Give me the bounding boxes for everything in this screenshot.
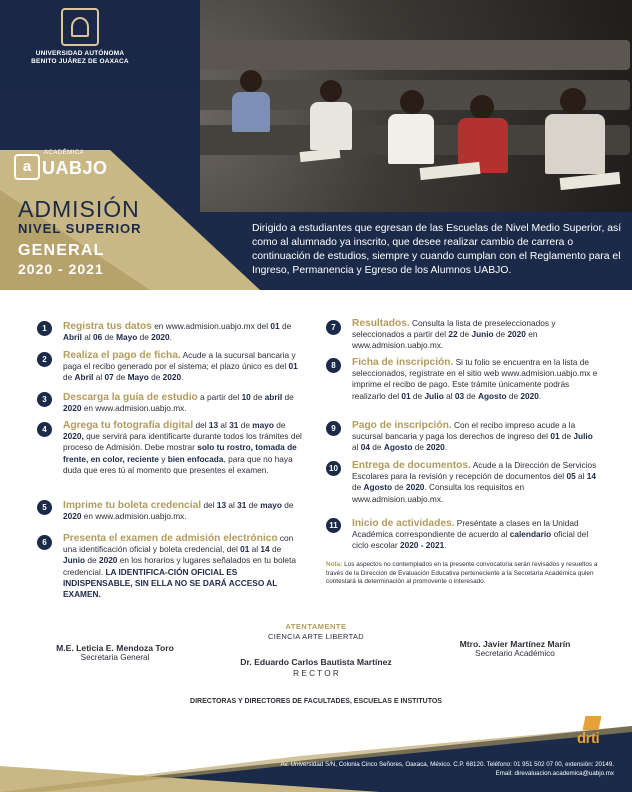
footer-email: Email: direvaluacion.academica@uabjo.mx	[495, 770, 614, 777]
step-text: de	[250, 392, 265, 402]
step-number: 4	[37, 422, 52, 437]
step-title: Descarga la guía de estudio	[63, 392, 198, 403]
step-number: 7	[326, 320, 341, 335]
step-2	[63, 350, 303, 384]
step-text: al	[352, 442, 361, 453]
step-text: en los horarios y lugares señalados en tu boleta credencial.	[63, 555, 296, 577]
step-title: Realiza el pago de ficha.	[63, 350, 181, 361]
step-date: 2020	[98, 555, 118, 566]
step-title: Presenta el examen de admisión electrónico	[63, 533, 278, 544]
step-title: Inicio de actividades.	[352, 518, 455, 529]
signer-name: Dr. Eduardo Carlos Bautista Martínez	[240, 657, 392, 667]
step-date: 31	[229, 420, 239, 430]
intro-paragraph: Dirigido a estudiantes que egresan de las Escuelas de Nivel Medio Superior, así como al alumnado ya inscrito, que desee realizar cambio de carrera o continuación de estudios, siempre y cuando cumplan con el Reglamento para el Ingreso, Permanencia y Egreso de los Alumnos UABJO.	[252, 223, 622, 276]
step-text: .	[444, 442, 448, 453]
step-number: 9	[326, 421, 341, 436]
step-8	[352, 357, 598, 402]
step-date: 10	[241, 392, 251, 402]
academica-tag: ACADÉMICA	[44, 150, 85, 156]
step-date: 2020	[151, 332, 170, 343]
step-date: 06	[92, 332, 103, 343]
step-text: de	[281, 500, 294, 510]
step-date: Mayo	[116, 332, 138, 343]
step-number: 10	[326, 461, 341, 476]
step-4	[63, 420, 303, 476]
step-text: al	[218, 420, 230, 430]
signer-role: R E C T O R	[293, 669, 339, 678]
step-date: abril	[264, 392, 283, 402]
step-date: Agosto	[477, 390, 507, 401]
title-admision: ADMISIÓN	[18, 196, 140, 222]
step-date: mayo	[252, 420, 274, 430]
step-date: Julio	[573, 431, 593, 442]
step-text: al	[226, 500, 238, 510]
step-date: Junio	[63, 555, 86, 566]
step-text: .	[538, 390, 542, 401]
step-text: de	[493, 329, 508, 340]
step-text: de	[85, 555, 99, 566]
step-text: Preséntate a clases en la Unidad Académica correspondiente de acuerdo al	[352, 518, 579, 540]
step-text: de	[279, 321, 292, 331]
step-date: 01	[240, 544, 250, 555]
step-text: de	[412, 442, 427, 453]
title-nivel-superior: NIVEL SUPERIOR	[18, 221, 142, 236]
step-6	[63, 533, 303, 600]
step-number: 3	[37, 392, 52, 407]
step-date: 01	[270, 321, 280, 331]
step-date: 2020	[63, 511, 82, 522]
university-seal-icon	[61, 8, 99, 46]
step-date: 2020	[507, 329, 526, 340]
step-text: que servirá para identificarte durante todos los trámites del proceso de Admisión. Debe mostrar	[63, 431, 302, 453]
addressees-line: DIRECTORAS Y DIRECTORES DE FACULTADES, ESCUELAS E INSTITUTOS	[190, 698, 442, 705]
title-general: GENERAL	[18, 242, 105, 259]
step-number: 6	[37, 535, 52, 550]
step-text: en www.admision.uabjo.mx.	[81, 403, 187, 414]
step-text: al	[249, 544, 261, 555]
step-emphasis: calendario	[509, 529, 552, 540]
step-3	[63, 392, 303, 414]
step-text: .	[181, 372, 184, 383]
step-title: Pago de inscripción.	[352, 420, 452, 431]
step-text: Acude a la sucursal bancaria y paga el recibo generado por el sistema; el plazo único es del	[63, 350, 296, 372]
academica-badge: a	[14, 154, 40, 180]
step-text: de	[63, 372, 75, 383]
step-5	[63, 500, 303, 522]
step-date: 2020 - 2021	[399, 540, 445, 551]
step-title: Ficha de inscripción.	[352, 357, 454, 368]
note-paragraph	[326, 561, 602, 587]
step-date: 03	[454, 390, 465, 401]
step-date: Agosto	[383, 442, 413, 453]
step-text: de	[102, 332, 117, 343]
note-label: Nota:	[326, 561, 343, 568]
step-1	[63, 321, 303, 343]
title-years: 2020 - 2021	[18, 261, 104, 277]
step-text: de	[392, 482, 406, 493]
step-text: de	[410, 390, 425, 401]
step-date: 14	[260, 544, 270, 555]
step-text: al	[443, 390, 455, 401]
step-9	[352, 420, 598, 454]
step-text: Con el recibo impreso acude a la sucursal bancaria y paga los derechos de ingreso del	[352, 420, 576, 442]
signer-name: M.E. Leticia E. Mendoza Toro	[56, 643, 174, 653]
footer-shape	[0, 706, 632, 792]
step-emphasis: solo tu rostro, tomada de frente, en color, reciente	[63, 442, 297, 464]
step-10	[352, 460, 598, 505]
footer-address: Av. Universidad S/N, Colonia Cinco Señores, Oaxaca, México. C.P. 68120. Teléfono: 01 951 502 07 00, extensión: 20149.	[280, 761, 614, 768]
signature-center	[206, 657, 426, 678]
step-number: 8	[326, 358, 341, 373]
step-date: Agosto	[363, 482, 393, 493]
step-emphasis: bien enfocada	[167, 453, 224, 464]
university-name-line2: BENITO JUÁREZ DE OAXACA	[31, 58, 129, 65]
step-date: Abril	[63, 332, 82, 343]
drti-logo	[574, 716, 614, 748]
signer-name: Mtro. Javier Martínez Marín	[459, 639, 571, 649]
step-text: de	[113, 372, 128, 383]
step-text: a partir del	[197, 392, 242, 402]
step-title: Agrega tu fotografía digital	[63, 420, 194, 431]
step-text: de	[238, 420, 253, 430]
step-text: oficial del ciclo escolar	[352, 529, 589, 551]
step-date: Junio	[471, 329, 494, 340]
note-text: Los aspectos no contemplados en la presente convocatoria serán revisados y resueltos a través de la Dirección de Evaluación Educativa perteneciente a la Secretaría Académica quien contestará la determinación al promovente o interesado.	[326, 561, 598, 586]
motto: CIENCIA ARTE LIBERTAD	[268, 632, 364, 641]
step-text: .	[444, 540, 447, 551]
step-date: 07	[104, 372, 114, 383]
step-text: en www.admision.uabjo.mx del	[151, 321, 271, 331]
footer-contact	[280, 760, 614, 778]
step-date: 05	[566, 471, 576, 482]
step-date: 2020	[63, 403, 82, 414]
step-title: Resultados.	[352, 318, 410, 329]
step-date: 31	[237, 500, 247, 510]
step-date: 2020,	[63, 431, 84, 442]
step-text: de	[457, 329, 472, 340]
academica-word: UABJO	[42, 158, 108, 178]
step-7	[352, 318, 598, 352]
drti-mark-icon	[583, 716, 602, 730]
signature-right	[420, 639, 610, 658]
academica-logo	[12, 148, 112, 182]
step-title: Imprime tu boleta credencial	[63, 500, 202, 511]
step-date: mayo	[260, 500, 282, 510]
step-text: de	[352, 482, 364, 493]
atentamente-label: ATENTAMENTE	[285, 622, 347, 631]
signer-role: Secretaria General	[80, 653, 150, 662]
step-text: del	[193, 420, 209, 430]
step-date: 22	[448, 329, 458, 340]
step-text: de	[148, 372, 163, 383]
step-text: Acude a la Dirección de Servicios Escolares para la revisión y recepción de documentos del	[352, 460, 597, 482]
signature-left	[20, 643, 210, 662]
step-date: 04	[360, 442, 370, 453]
step-date: 2020	[520, 390, 539, 401]
step-date: 2020	[162, 372, 182, 383]
step-text: y	[158, 453, 168, 464]
step-text: de	[370, 442, 384, 453]
step-date: 01	[401, 390, 411, 401]
step-warning: LA IDENTIFICA-CIÓN OFICIAL ES INDISPENSABLE, SIN ELLA NO SE DARÁ ACCESO AL EXAMEN.	[63, 566, 278, 600]
step-text: Si tu folio se encuentra en la lista de seleccionados, regístrate en el sitio web www.admision.uabjo.mx e imprime el recibo de pago. Este trámite únicamente podrás realizarlo del	[352, 357, 598, 401]
step-text: en www.admision.uabjo.mx.	[81, 511, 187, 522]
step-text: , para que no haya duda que eres tú al momento que presentes el examen.	[63, 453, 293, 475]
step-text: de	[269, 544, 282, 555]
step-title: Entrega de documentos.	[352, 460, 471, 471]
step-text: en www.admision.uabjo.mx.	[352, 329, 538, 351]
step-date: 14	[586, 471, 596, 482]
step-text: al	[575, 471, 587, 482]
university-logo	[20, 8, 140, 68]
step-date: Mayo	[127, 372, 149, 383]
step-text: Consulta la lista de preseleccionados y seleccionados a partir del	[352, 318, 556, 340]
step-text: de	[506, 390, 521, 401]
step-text: de	[246, 500, 261, 510]
step-number: 2	[37, 352, 52, 367]
step-number: 1	[37, 321, 52, 336]
step-date: 2020	[426, 442, 445, 453]
university-name-line1: UNIVERSIDAD AUTÓNOMA	[35, 50, 125, 57]
step-text: de	[464, 390, 478, 401]
step-date: 13	[208, 420, 219, 430]
step-11	[352, 518, 598, 552]
step-text: al	[93, 372, 105, 383]
step-text: . Consulta los requisitos en www.admision.uabjo.mx.	[352, 482, 525, 504]
step-title: Registra tus datos	[63, 321, 152, 332]
signer-role: Secretario Académico	[475, 649, 555, 658]
step-date: Abril	[74, 372, 94, 383]
step-date: 2020	[405, 482, 425, 493]
step-text: con una identificación oficial y boleta credencial, del	[63, 533, 294, 555]
step-date: 01	[550, 431, 560, 442]
step-text: de	[273, 420, 286, 430]
step-text: de	[137, 332, 152, 343]
step-text: del	[201, 500, 217, 510]
step-text: .	[169, 332, 172, 343]
drti-text: drti	[577, 730, 600, 747]
step-date: 13	[216, 500, 227, 510]
step-text: al	[81, 332, 93, 343]
step-text: de	[559, 431, 574, 442]
step-number: 11	[326, 518, 341, 533]
step-date: Julio	[424, 390, 444, 401]
step-date: 01	[288, 361, 298, 372]
step-number: 5	[37, 500, 52, 515]
step-text: de	[282, 392, 294, 402]
